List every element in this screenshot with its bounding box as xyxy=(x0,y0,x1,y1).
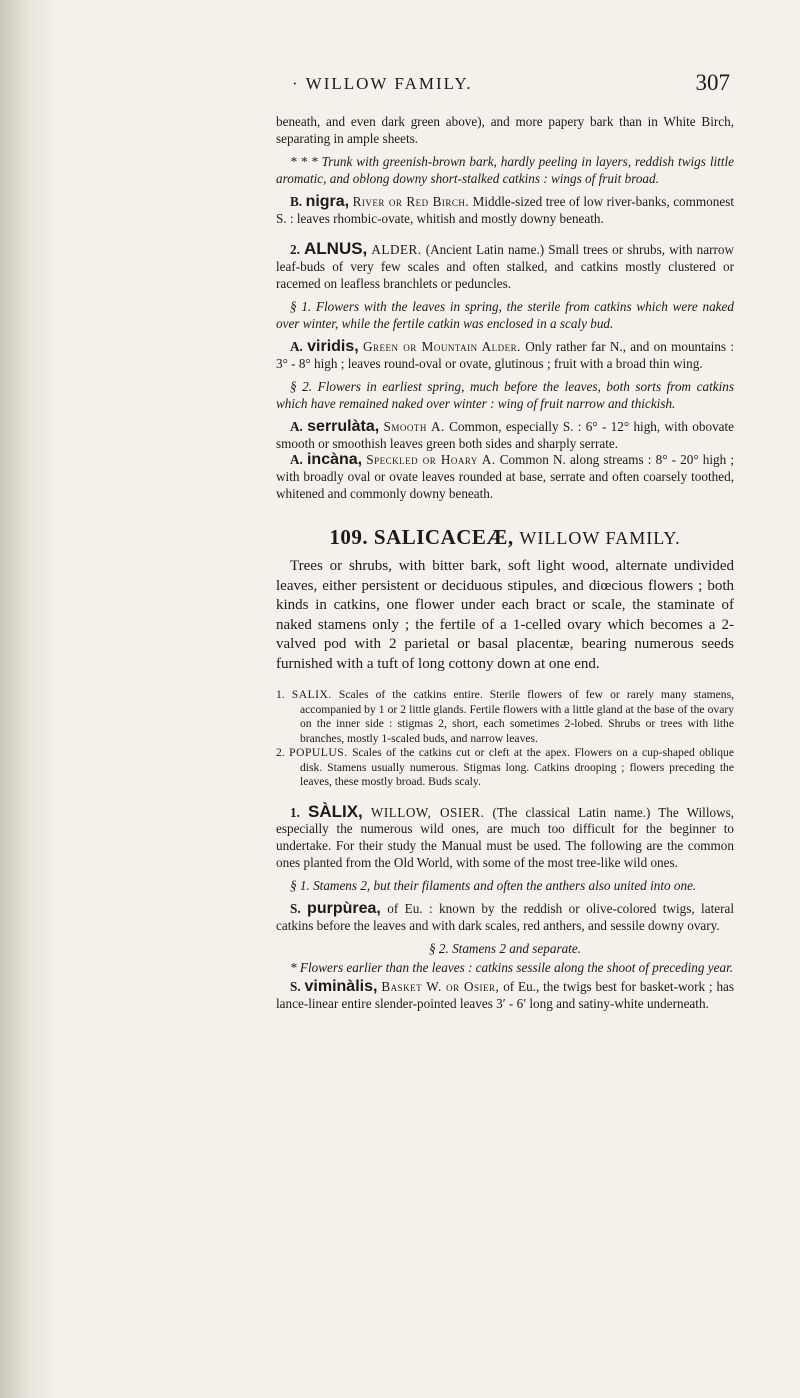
alnus-incana-entry xyxy=(276,452,734,503)
alnus-viridis-entry xyxy=(276,339,734,373)
species-description: Common, especially S. : 6° - 12° high, with obovate smooth or smoothish leaves green both sides and sharply serrate. xyxy=(276,418,735,451)
species-name: incàna, xyxy=(306,451,363,469)
key-genus: SALIX. xyxy=(291,688,332,702)
family-description: Trees or shrubs, with bitter bark, soft light wood, alternate undivided leaves, either persistent or deciduous stipules, and diœcious flowers ; both kinds in catkins, one flower under each bract or scale, the staminate of naked stamens only ; the fertile of a 1-celled ovary which becomes a 2-valved pod with 2 parietal or basal placentæ, bearing numerous seeds furnished with a tuft of long cottony down at one end. xyxy=(276,558,734,672)
key-genus: POPULUS. xyxy=(289,746,348,760)
key-number: 1. xyxy=(276,688,285,702)
family-name: SALICACEÆ, xyxy=(373,525,514,550)
species-description: Common N. along streams : 8° - 20° high ; with broadly oval or ovate leaves rounded at base, serrate and often coarsely toothed, whitened and commonly downy beneath. xyxy=(276,452,734,502)
genus-name: ALNUS, xyxy=(304,239,368,259)
species-description: of Eu., the twigs best for basket-work ; has lance-linear entire slender-pointed leaves 3′ - 6′ long and satiny-white underneath. xyxy=(276,978,735,1011)
betula-stars-note: * * * Trunk with greenish-brown bark, hardly peeling in layers, reddish twigs little aromatic, and oblong downy short-stalked catkins : wings of fruit broad. xyxy=(276,153,734,186)
page-body xyxy=(276,114,734,1013)
species-name: viminàlis, xyxy=(304,977,378,995)
salix-genus-entry xyxy=(276,801,735,873)
alnus-section-2: § 2. Flowers in earliest spring, much before the leaves, both sorts from catkins which have remained naked over winter : wing of fruit narrow and thickish. xyxy=(276,378,734,411)
key-entry-populus xyxy=(276,746,734,790)
common-name: Speckled or Hoary A. xyxy=(366,452,496,468)
key-entry-salix xyxy=(276,688,734,746)
genus-common-name: ALDER. xyxy=(371,242,422,258)
genus-initial: A. xyxy=(290,452,303,468)
common-name: Basket W. or Osier, xyxy=(381,978,500,994)
genus-description: (The classical Latin name.) The Willows, especially the numerous wild ones, are much too difficult for the beginner to undertake. For their study the Manual must be used. The following are the common ones planted from the Old World, with some of the most tree-like wild ones. xyxy=(276,804,735,871)
species-name: viridis, xyxy=(307,337,359,355)
species-description: of Eu. : known by the reddish or olive-colored twigs, lateral catkins before the leaves and with dark scales, red anthers, and sessile downy ovary. xyxy=(276,901,734,933)
salix-section-1: § 1. Stamens 2, but their filaments and often the anthers also united into one. xyxy=(290,878,697,894)
genus-initial: A. xyxy=(290,418,303,434)
key-number: 2. xyxy=(276,746,285,760)
running-head: · WILLOW FAMILY. xyxy=(292,74,473,93)
salix-viminalis-entry xyxy=(276,979,734,1013)
salix-section-2-star: * Flowers earlier than the leaves : catkins sessile along the shoot of preceding year. xyxy=(290,959,734,975)
key-text: Scales of the catkins entire. Sterile flowers of few or rarely many stamens, accompanied by 1 or 2 little glands. Fertile flowers with a little gland at the base of the ovary on the inner side : stigmas 2, short, each sometimes 2-lobed. Shrubs or trees with lithe branches, mostly 1-scaled buds, and narrow leaves. xyxy=(300,688,735,745)
species-name: nigra, xyxy=(305,192,350,210)
key-text: Scales of the catkins cut or cleft at the apex. Flowers on a cup-shaped oblique disk. Stamens usually numerous. Stigmas long. Catkins drooping ; flowers preceding the leaves, these mostly broad. Buds scaly. xyxy=(300,746,734,789)
family-number: 109. xyxy=(329,525,369,550)
species-name: purpùrea, xyxy=(307,900,381,918)
species-description: Only rather far N., and on mountains : 3° - 8° high ; leaves round-oval or ovate, glutinous ; fruit with a broad thin wing. xyxy=(276,338,735,371)
common-name: Smooth A. xyxy=(383,418,445,434)
species-name: serrulàta, xyxy=(307,417,380,435)
family-heading xyxy=(276,525,734,550)
betula-nigra-entry xyxy=(276,194,734,228)
page-number: 307 xyxy=(695,70,730,95)
running-head-text: WILLOW FAMILY. xyxy=(305,74,473,93)
common-name: River or Red Birch. xyxy=(352,193,470,209)
genus-name: SÀLIX, xyxy=(307,801,363,821)
alnus-section-1: § 1. Flowers with the leaves in spring, the sterile from catkins which were naked over winter, while the fertile catkin was enclosed in a scaly bud. xyxy=(276,299,734,332)
genus-initial: S. xyxy=(290,901,301,917)
genus-number: 2. xyxy=(290,242,300,258)
alnus-serrulata-entry xyxy=(276,419,734,453)
genus-initial: B. xyxy=(290,193,303,209)
species-description: Middle-sized tree of low river-banks, commonest S. : leaves rhombic-ovate, whitish and mostly downy beneath. xyxy=(276,193,734,226)
salix-purpurea-entry xyxy=(276,901,734,935)
alnus-genus-entry xyxy=(276,241,734,293)
salix-section-2: § 2. Stamens 2 and separate. xyxy=(428,940,581,956)
family-common-name: WILLOW FAMILY. xyxy=(519,528,681,549)
genus-key xyxy=(276,688,734,790)
genus-initial: S. xyxy=(290,978,301,994)
genus-common-name: WILLOW, OSIER. xyxy=(370,804,485,820)
betula-continuation: beneath, and even dark green above), and more papery bark than in White Birch, separating in ample sheets. xyxy=(276,114,734,146)
genus-initial: A. xyxy=(290,338,303,354)
genus-description: (Ancient Latin name.) Small trees or shrubs, with narrow leaf-buds of very few scales and often stalked, and catkins mostly clustered or racemed on leafless branchlets or peduncles. xyxy=(276,242,734,292)
genus-number: 1. xyxy=(290,804,300,820)
common-name: Green or Mountain Alder. xyxy=(363,338,521,354)
page-header xyxy=(280,70,730,104)
